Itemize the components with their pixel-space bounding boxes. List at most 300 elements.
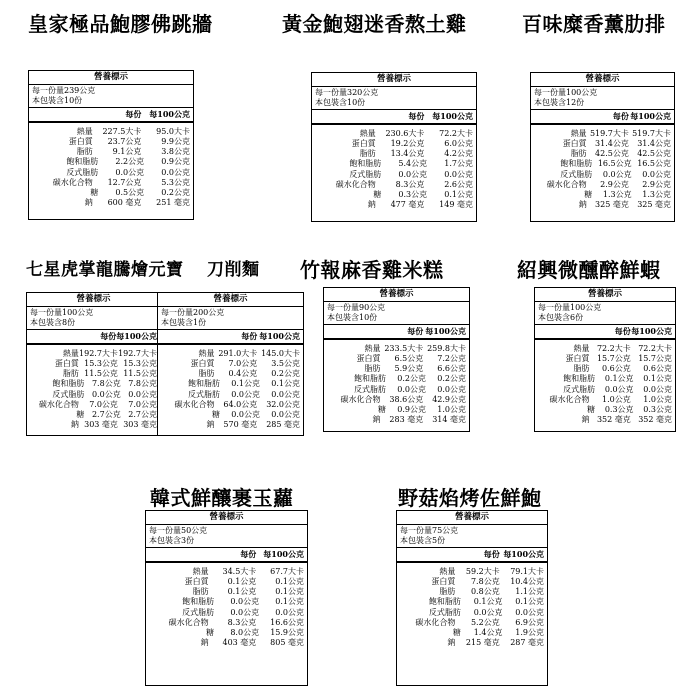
nutrient-per-100g: 285 毫克 (266, 420, 300, 430)
nutrient-name: 反式脂肪 (428, 607, 461, 617)
column-header-blank (161, 331, 214, 341)
column-header-per-serving: 每份 (100, 331, 117, 342)
nutrient-per-serving: 230.6大卡 (385, 128, 425, 138)
nutrient-per-100g: 0.1公克 (275, 576, 304, 586)
nutrient-name: 脂肪 (364, 364, 381, 374)
column-header-blank (32, 109, 93, 119)
nutrient-name: 飽和脂肪 (182, 597, 215, 607)
column-header-blank (149, 549, 209, 559)
nutrient-row (32, 147, 190, 157)
nutrient-per-100g: 0.0公克 (515, 607, 544, 617)
nutrient-row (534, 149, 671, 159)
nutrient-per-serving: 16.5公克 (597, 159, 632, 169)
nutrient-per-100g: 1.9公克 (515, 627, 544, 637)
nutrient-per-100g: 2.9公克 (642, 179, 671, 189)
nutrient-per-serving: 600 毫克 (107, 198, 142, 208)
nutrient-name: 糖 (206, 627, 215, 637)
nutrient-per-100g: 145.0大卡 (261, 348, 300, 358)
nutrient-row (30, 369, 157, 379)
nutrient-row (400, 597, 544, 607)
product-title: 刀削麵 (207, 260, 260, 280)
nutrient-per-serving: 227.5大卡 (102, 126, 142, 136)
nutrient-row (327, 374, 466, 384)
nutrient-per-serving: 31.4公克 (595, 138, 629, 148)
serving-size: 每一份量50公克 (149, 525, 208, 535)
nutrient-per-serving: 291.0大卡 (218, 348, 258, 358)
nutrient-row (538, 344, 672, 354)
nutrient-name: 糖 (373, 189, 382, 199)
nutrient-name: 脂肪 (570, 149, 587, 159)
nutrient-row (30, 359, 157, 369)
servings-per-package: 本包裝含10份 (315, 98, 366, 108)
label-heading: 營養標示 (587, 289, 622, 299)
nutrient-row (161, 359, 300, 369)
nutrient-row (400, 628, 544, 638)
nutrient-per-serving: 34.5大卡 (222, 566, 257, 576)
nutrient-per-serving: 519.7大卡 (589, 128, 629, 138)
column-header-row (327, 326, 466, 336)
nutrient-name: 熱量 (359, 128, 376, 138)
nutrient-per-100g: 0.1公克 (271, 379, 300, 389)
serving-size: 每一份量200公克 (161, 307, 225, 317)
nutrient-name: 熱量 (198, 348, 215, 358)
nutrient-per-serving: 0.0公克 (231, 389, 260, 399)
column-header-per-100g: 每100公克 (259, 331, 300, 342)
nutrient-row (32, 188, 190, 198)
nutrient-name: 糖 (378, 404, 386, 414)
nutrient-name: 蛋白質 (562, 138, 587, 148)
nutrient-per-100g: 805 毫克 (270, 638, 304, 648)
nutrient-per-100g: 0.0公克 (642, 169, 672, 179)
nutrient-name: 熱量 (573, 343, 590, 353)
nutrient-per-100g: 2.6公克 (444, 179, 473, 189)
nutrient-per-100g: 314 毫克 (432, 415, 466, 425)
nutrient-per-serving: 7.8公克 (91, 379, 121, 389)
nutrient-per-serving: 0.4公克 (228, 369, 258, 379)
nutrient-per-100g: 42.5公克 (637, 149, 671, 159)
nutrient-per-serving: 59.2大卡 (465, 566, 500, 576)
nutrient-per-serving: 9.1公克 (112, 147, 142, 157)
nutrition-label (157, 292, 304, 436)
nutrient-row (315, 170, 473, 180)
nutrient-per-100g: 32.0公克 (266, 399, 300, 409)
column-header-per-100g: 每100公克 (149, 109, 190, 120)
nutrient-name: 碳水化合物 (546, 179, 587, 189)
nutrient-per-serving: 0.0公克 (602, 169, 632, 179)
label-heading: 營養標示 (213, 294, 248, 304)
nutrient-per-serving: 0.0公克 (231, 409, 260, 419)
nutrient-per-100g: 2.7公克 (128, 409, 158, 419)
nutrient-per-serving: 325 毫克 (595, 200, 629, 210)
nutrient-per-100g: 16.6公克 (270, 617, 304, 627)
column-header-per-100g: 每100公克 (503, 549, 545, 560)
nutrient-per-serving: 6.5公克 (394, 353, 424, 363)
nutrient-row (161, 390, 300, 400)
nutrient-name: 飽和脂肪 (354, 374, 386, 384)
nutrient-row (315, 129, 473, 139)
nutrient-name: 反式脂肪 (354, 384, 386, 394)
nutrient-per-100g: 251 毫克 (156, 198, 190, 208)
nutrient-name: 脂肪 (192, 587, 209, 597)
nutrient-name: 碳水化合物 (549, 394, 590, 404)
nutrient-per-100g: 1.3公克 (642, 189, 672, 199)
servings-per-package: 本包裝含3份 (149, 536, 195, 546)
nutrient-per-serving: 7.8公克 (470, 576, 500, 586)
nutrient-per-100g: 4.2公克 (444, 149, 473, 159)
nutrient-per-serving: 5.2公克 (470, 617, 500, 627)
serving-size: 每一份量100公克 (30, 307, 94, 317)
column-header-per-100g: 每100公克 (263, 549, 304, 560)
nutrient-per-100g: 3.5公克 (271, 358, 300, 368)
nutrient-per-serving: 23.7公克 (107, 136, 142, 146)
nutrient-row (32, 127, 190, 137)
product-title: 百味糜香薰肋排 (522, 12, 666, 36)
nutrient-per-serving: 233.5大卡 (384, 343, 424, 353)
nutrient-row (149, 638, 304, 648)
nutrient-row (149, 608, 304, 618)
nutrient-per-100g: 0.1公克 (515, 597, 544, 607)
nutrient-per-100g: 31.4公克 (637, 138, 671, 148)
nutrient-row (161, 349, 300, 359)
nutrient-name: 熱量 (439, 566, 456, 576)
servings-per-package: 本包裝含6份 (538, 313, 584, 323)
label-heading: 營養標示 (93, 72, 128, 82)
nutrient-per-100g: 0.0公克 (643, 384, 673, 394)
nutrient-per-100g: 10.4公克 (510, 576, 545, 586)
nutrient-per-100g: 352 毫克 (638, 415, 672, 425)
nutrient-per-serving: 0.3公克 (398, 189, 428, 199)
nutrient-row (315, 190, 473, 200)
nutrient-per-serving: 8.3公克 (227, 617, 257, 627)
nutrient-per-serving: 7.0公克 (228, 358, 258, 368)
nutrient-per-serving: 0.8公克 (470, 587, 500, 597)
nutrient-per-100g: 7.0公克 (128, 399, 157, 409)
nutrient-name: 脂肪 (573, 364, 590, 374)
nutrient-name: 糖 (452, 627, 461, 637)
nutrient-per-100g: 1.1公克 (515, 587, 545, 597)
nutrient-per-100g: 0.0公克 (437, 384, 466, 394)
product-title: 黃金鮑翅迷香熬土雞 (282, 12, 467, 36)
nutrient-name: 碳水化合物 (340, 394, 381, 404)
nutrient-row (32, 178, 190, 188)
nutrient-per-100g: 0.0公克 (444, 169, 473, 179)
nutrient-per-serving: 352 毫克 (596, 415, 631, 425)
column-header-per-100g: 每100公克 (116, 331, 157, 342)
nutrient-per-serving: 11.5公克 (84, 369, 118, 379)
servings-per-package: 本包裝含8份 (30, 318, 76, 328)
nutrition-label (323, 287, 470, 432)
column-header-row (538, 326, 672, 336)
label-heading: 營養標示 (454, 512, 489, 522)
nutrient-per-serving: 72.2大卡 (596, 343, 631, 353)
nutrient-name: 碳水化合物 (415, 617, 456, 627)
nutrient-row (327, 395, 466, 405)
nutrient-row (534, 139, 671, 149)
nutrient-row (534, 159, 671, 169)
nutrient-per-serving: 0.0公克 (473, 607, 503, 617)
nutrient-row (30, 349, 157, 359)
nutrient-name: 飽和脂肪 (52, 379, 85, 389)
nutrient-name: 脂肪 (439, 587, 456, 597)
column-header-blank (400, 549, 455, 559)
nutrient-per-serving: 12.7公克 (107, 177, 142, 187)
nutrient-per-100g: 15.7公克 (638, 353, 672, 363)
nutrient-row (30, 379, 157, 389)
nutrient-per-serving: 5.4公克 (398, 159, 428, 169)
column-header-row (32, 109, 190, 119)
nutrient-name: 鈉 (578, 200, 587, 210)
nutrient-per-100g: 0.1公克 (275, 587, 304, 597)
column-header-row (161, 331, 300, 341)
nutrient-row (400, 638, 544, 648)
nutrient-name: 糖 (76, 409, 85, 419)
column-header-row (30, 331, 157, 341)
nutrient-per-serving: 7.0公克 (89, 399, 118, 409)
nutrient-per-serving: 15.3公克 (84, 358, 118, 368)
nutrient-per-100g: 79.1大卡 (510, 566, 545, 576)
nutrient-per-100g: 0.2公克 (271, 369, 300, 379)
nutrient-per-serving: 2.2公克 (115, 157, 145, 167)
serving-size: 每一份量239公克 (32, 85, 96, 95)
nutrient-per-100g: 67.7大卡 (270, 566, 304, 576)
nutrient-row (30, 400, 157, 410)
nutrient-per-100g: 16.5公克 (637, 159, 672, 169)
nutrient-per-100g: 0.1公克 (275, 597, 304, 607)
column-header-per-serving: 每份 (241, 331, 258, 342)
nutrient-name: 蛋白質 (68, 136, 93, 146)
nutrient-name: 飽和脂肪 (188, 379, 220, 389)
nutrient-per-100g: 3.8公克 (161, 147, 190, 157)
nutrient-row (400, 567, 544, 577)
nutrient-row (327, 344, 466, 354)
nutrient-name: 鈉 (581, 415, 590, 425)
nutrient-per-serving: 5.9公克 (394, 364, 424, 374)
nutrient-per-100g: 519.7大卡 (632, 128, 671, 138)
nutrient-per-100g: 0.1公克 (444, 189, 473, 199)
nutrient-name: 鈉 (206, 420, 215, 430)
nutrient-row (538, 415, 672, 425)
label-heading: 營養標示 (585, 74, 620, 84)
nutrient-name: 熱量 (192, 566, 209, 576)
nutrient-per-100g: 1.0公克 (437, 404, 466, 414)
nutrient-row (315, 149, 473, 159)
nutrient-name: 飽和脂肪 (563, 374, 596, 384)
nutrient-per-serving: 0.1公克 (604, 374, 634, 384)
label-heading: 營養標示 (379, 289, 414, 299)
product-title: 韓式鮮釀裹玉蘿 (150, 486, 294, 510)
nutrient-row (161, 420, 300, 430)
nutrient-per-serving: 0.0公克 (398, 169, 428, 179)
nutrient-name: 鈉 (70, 420, 79, 430)
nutrient-row (161, 410, 300, 420)
nutrient-per-serving: 0.0公克 (91, 389, 121, 399)
nutrient-name: 反式脂肪 (182, 607, 215, 617)
servings-per-package: 本包裝含5份 (400, 536, 446, 546)
nutrient-per-100g: 287 毫克 (510, 638, 545, 648)
column-header-per-serving: 每份 (407, 326, 424, 337)
product-title: 野菇焰烤佐鮮鮑 (398, 486, 542, 510)
nutrient-row (538, 374, 672, 384)
nutrient-per-100g: 0.2公克 (437, 374, 466, 384)
serving-size: 每一份量100公克 (538, 302, 602, 312)
column-header-per-serving: 每份 (125, 109, 142, 120)
nutrient-per-serving: 1.3公克 (602, 189, 632, 199)
nutrient-per-serving: 8.0公克 (230, 627, 260, 637)
column-header-per-serving: 每份 (483, 549, 500, 560)
nutrient-per-serving: 0.1公克 (227, 587, 257, 597)
nutrient-row (327, 354, 466, 364)
nutrient-per-serving: 15.7公克 (596, 353, 631, 363)
nutrient-per-serving: 2.7公克 (91, 409, 121, 419)
column-header-row (400, 549, 544, 559)
column-header-row (534, 111, 671, 121)
column-header-row (149, 549, 304, 559)
nutrient-row (32, 168, 190, 178)
product-title: 七星虎掌龍騰燴元寶 (26, 260, 184, 280)
nutrient-per-serving: 64.0公克 (223, 399, 258, 409)
nutrient-per-100g: 1.7公克 (444, 159, 473, 169)
nutrient-name: 碳水化合物 (335, 179, 376, 189)
nutrient-row (30, 390, 157, 400)
nutrient-row (538, 395, 672, 405)
nutrient-per-serving: 0.0公克 (230, 597, 260, 607)
nutrient-row (149, 597, 304, 607)
column-header-per-100g: 每100公克 (432, 111, 473, 122)
nutrient-per-100g: 5.3公克 (161, 177, 190, 187)
nutrient-row (538, 354, 672, 364)
nutrient-row (161, 369, 300, 379)
nutrient-per-100g: 0.1公克 (643, 374, 673, 384)
nutrient-name: 熱量 (364, 343, 381, 353)
nutrient-row (32, 137, 190, 147)
nutrient-per-serving: 1.4公克 (473, 627, 503, 637)
nutrient-per-100g: 42.9公克 (432, 394, 466, 404)
column-header-per-100g: 每100公克 (425, 326, 466, 337)
nutrient-name: 反式脂肪 (66, 167, 99, 177)
nutrient-per-serving: 0.1公克 (473, 597, 503, 607)
nutrient-row (315, 180, 473, 190)
nutrition-label (26, 292, 161, 436)
nutrient-row (327, 364, 466, 374)
nutrient-name: 蛋白質 (565, 353, 590, 363)
nutrient-per-serving: 303 毫克 (84, 420, 118, 430)
nutrient-row (400, 587, 544, 597)
column-header-blank (315, 111, 376, 121)
nutrient-per-serving: 0.1公克 (231, 379, 260, 389)
column-header-blank (327, 326, 380, 336)
nutrient-name: 反式脂肪 (188, 389, 220, 399)
nutrient-per-serving: 0.1公克 (227, 576, 257, 586)
nutrient-per-serving: 403 毫克 (222, 638, 257, 648)
nutrient-row (315, 159, 473, 169)
nutrient-name: 脂肪 (359, 149, 376, 159)
nutrient-name: 脂肪 (62, 369, 79, 379)
product-title: 竹報麻香雞米糕 (300, 258, 444, 282)
nutrient-per-serving: 477 毫克 (390, 200, 425, 210)
nutrient-row (400, 608, 544, 618)
nutrition-label (396, 510, 548, 686)
nutrient-per-serving: 0.0公克 (604, 384, 634, 394)
nutrient-row (327, 415, 466, 425)
nutrient-per-serving: 283 毫克 (389, 415, 424, 425)
nutrient-name: 蛋白質 (190, 358, 215, 368)
nutrient-per-100g: 0.6公克 (643, 364, 672, 374)
nutrient-per-serving: 0.6公克 (602, 364, 631, 374)
nutrient-row (534, 190, 671, 200)
nutrient-name: 蛋白質 (431, 576, 456, 586)
nutrient-per-serving: 0.5公克 (115, 187, 145, 197)
nutrient-per-serving: 0.0公克 (397, 384, 426, 394)
nutrient-name: 碳水化合物 (38, 399, 79, 409)
nutrient-name: 反式脂肪 (52, 389, 85, 399)
nutrient-per-serving: 38.6公克 (389, 394, 424, 404)
product-title: 皇家極品鮑膠佛跳牆 (28, 12, 213, 36)
nutrient-per-serving: 192.7大卡 (79, 348, 118, 358)
nutrient-per-100g: 0.0公克 (128, 389, 158, 399)
column-header-per-100g: 每100公克 (631, 326, 672, 337)
nutrient-name: 碳水化合物 (168, 617, 209, 627)
column-header-blank (30, 331, 78, 341)
nutrient-per-100g: 72.2大卡 (638, 343, 672, 353)
nutrient-per-100g: 192.7大卡 (118, 348, 157, 358)
serving-size: 每一份量320公克 (315, 87, 379, 97)
nutrient-name: 脂肪 (198, 369, 215, 379)
nutrient-row (161, 379, 300, 389)
nutrient-row (161, 400, 300, 410)
nutrient-name: 蛋白質 (351, 138, 376, 148)
nutrient-name: 熱量 (62, 348, 79, 358)
servings-per-package: 本包裝含1份 (161, 318, 207, 328)
column-header-row (315, 111, 473, 121)
nutrient-name: 脂肪 (76, 147, 93, 157)
nutrient-row (538, 405, 672, 415)
nutrient-name: 鈉 (84, 198, 93, 208)
nutrient-per-100g: 15.9公克 (270, 627, 304, 637)
nutrient-per-100g: 11.5公克 (123, 369, 157, 379)
nutrient-name: 熱量 (570, 128, 587, 138)
nutrient-per-100g: 6.0公克 (444, 138, 473, 148)
nutrient-name: 鈉 (367, 200, 376, 210)
nutrient-row (400, 577, 544, 587)
nutrient-name: 糖 (587, 404, 596, 414)
nutrient-per-serving: 0.0公克 (115, 167, 145, 177)
nutrient-per-serving: 0.3公克 (604, 404, 634, 414)
column-header-per-serving: 每份 (408, 111, 425, 122)
nutrient-per-serving: 215 毫克 (465, 638, 500, 648)
nutrient-row (149, 587, 304, 597)
nutrient-per-100g: 259.8大卡 (427, 343, 466, 353)
nutrient-name: 蛋白質 (54, 358, 79, 368)
nutrient-row (534, 200, 671, 210)
nutrient-per-100g: 6.6公克 (437, 364, 466, 374)
nutrient-per-100g: 0.9公克 (161, 157, 190, 167)
nutrient-per-serving: 0.9公克 (397, 404, 426, 414)
product-title: 紹興微醺醉鮮蝦 (517, 258, 661, 282)
column-header-per-serving: 每份 (614, 326, 631, 337)
nutrient-name: 蛋白質 (184, 576, 209, 586)
nutrient-per-100g: 1.0公克 (643, 394, 672, 404)
nutrient-row (149, 618, 304, 628)
nutrient-name: 蛋白質 (356, 353, 381, 363)
serving-size: 每一份量75公克 (400, 525, 459, 535)
nutrition-label (311, 72, 477, 222)
nutrient-per-100g: 7.8公克 (128, 379, 158, 389)
nutrient-per-100g: 0.0公克 (275, 607, 304, 617)
label-heading: 營養標示 (76, 294, 111, 304)
nutrient-per-serving: 0.2公克 (397, 374, 426, 384)
nutrient-per-100g: 0.3公克 (643, 404, 673, 414)
nutrient-name: 熱量 (76, 126, 93, 136)
